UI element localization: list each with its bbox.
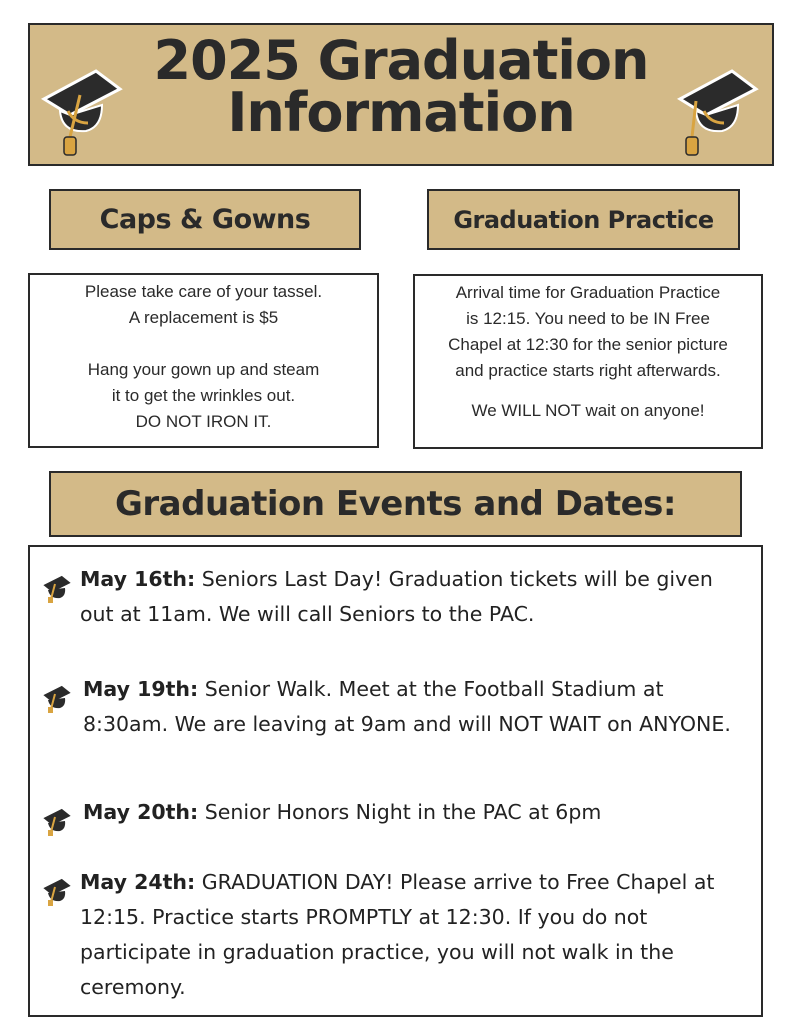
title-line-1: 2025 Graduation: [153, 29, 649, 92]
header-banner: [28, 23, 774, 166]
caps-gowns-paragraph-2: [36, 357, 371, 435]
title-line-2: Information: [227, 81, 575, 144]
list-item: [80, 865, 740, 1005]
graduation-cap-icon: [40, 679, 74, 717]
text-line: and practice starts right afterwards.: [455, 361, 721, 380]
caps-gowns-paragraph-1: [36, 279, 371, 331]
event-text: Senior Honors Night in the PAC at 6pm: [204, 800, 602, 824]
event-date: May 24th:: [80, 870, 196, 894]
practice-paragraph-2: We WILL NOT wait on anyone!: [471, 401, 705, 420]
event-date: May 19th:: [83, 677, 199, 701]
caps-gowns-label: Caps & Gowns: [99, 204, 311, 235]
text-line: Chapel at 12:30 for the senior picture: [448, 335, 728, 354]
events-list: [28, 545, 763, 1017]
event-date: May 16th:: [80, 567, 196, 591]
graduation-cap-icon: [676, 53, 760, 161]
graduation-cap-icon: [40, 569, 74, 607]
graduation-cap-icon: [40, 802, 74, 840]
events-heading-label: Graduation Events and Dates:: [114, 484, 677, 524]
text-line: Arrival time for Graduation Practice: [455, 283, 721, 302]
practice-paragraph-1: [421, 280, 755, 384]
text-line: it to get the wrinkles out.: [111, 386, 296, 405]
text-line: is 12:15. You need to be IN Free: [466, 309, 710, 328]
event-date: May 20th:: [83, 800, 199, 824]
list-item: [83, 672, 743, 742]
caps-gowns-box: [28, 273, 379, 448]
text-line: Please take care of your tassel.: [84, 282, 323, 301]
graduation-practice-heading: [427, 189, 740, 250]
text-line: A replacement is $5: [128, 308, 279, 327]
graduation-practice-box: [413, 274, 763, 449]
graduation-practice-label: Graduation Practice: [453, 205, 714, 234]
event-text: GRADUATION DAY! Please arrive to Free Chapel at 12:15. Practice starts PROMPTLY at 12:30. If you do not participate in graduation practice, you will not walk in the ceremony.: [80, 870, 715, 999]
text-line: Hang your gown up and steam: [87, 360, 320, 379]
list-item: [83, 795, 743, 830]
list-item: [80, 562, 740, 632]
page-title: [30, 29, 772, 144]
event-text: Senior Walk. Meet at the Football Stadium at 8:30am. We are leaving at 9am and will NOT WAIT on ANYONE.: [83, 677, 731, 736]
text-line: DO NOT IRON IT.: [135, 412, 272, 431]
caps-gowns-heading: [49, 189, 361, 250]
graduation-cap-icon: [40, 872, 74, 910]
event-text: Seniors Last Day! Graduation tickets will be given out at 11am. We will call Seniors to the PAC.: [80, 567, 713, 626]
events-heading: [49, 471, 742, 537]
